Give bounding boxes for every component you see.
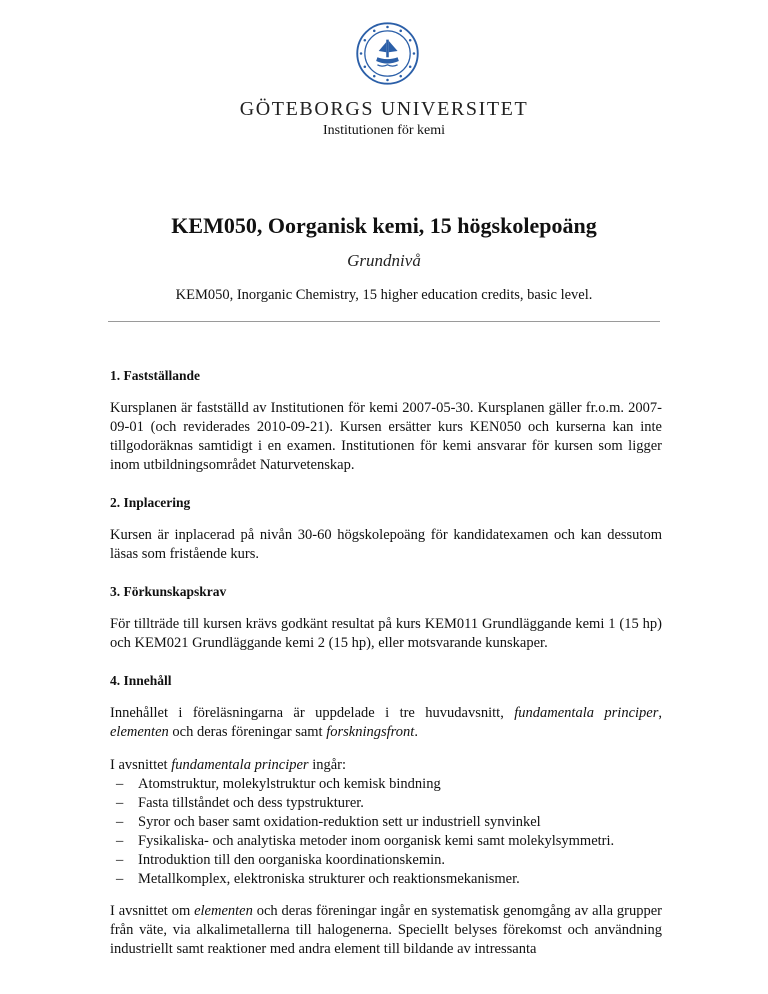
- course-level: Grundnivå: [347, 251, 421, 270]
- topic-list: [110, 775, 662, 889]
- list-item-text: Metallkomplex, elektroniska strukturer och reaktionsmekanismer.: [138, 871, 520, 887]
- emphasis: fundamentala principer: [514, 705, 659, 721]
- emphasis: elementen: [194, 903, 253, 919]
- list-intro: [110, 756, 662, 775]
- course-title: KEM050, Oorganisk kemi, 15 högskolepoäng: [171, 213, 597, 238]
- section-heading: 2. Inplacering: [110, 495, 191, 510]
- list-item: [116, 870, 662, 889]
- list-item-text: Fysikaliska- och analytiska metoder inom oorganisk kemi samt molekylsymmetri.: [138, 833, 615, 849]
- list-item: [116, 775, 662, 794]
- section-heading: 4. Innehåll: [110, 673, 172, 688]
- text-run: I avsnittet: [110, 757, 172, 773]
- section-text: [110, 902, 662, 959]
- text-run: .: [414, 724, 418, 740]
- section-heading: 3. Förkunskapskrav: [110, 584, 227, 599]
- text-run: och deras föreningar samt: [168, 724, 327, 740]
- document-body: [110, 366, 662, 973]
- list-item: [116, 851, 662, 870]
- list-item-text: Atomstruktur, molekylstruktur och kemisk bindning: [138, 776, 441, 792]
- section-text: Kursen är inplacerad på nivån 30-60 högskolepoäng för kandidatexamen och kan dessutom läsas som fristående kurs.: [110, 527, 662, 562]
- dash-bullet: –: [116, 814, 124, 830]
- list-item: [116, 794, 662, 813]
- dash-bullet: –: [116, 852, 124, 868]
- list-item: [116, 813, 662, 832]
- list-item-text: Fasta tillståndet och dess typstrukturer.: [138, 795, 364, 811]
- text-run: och deras föreningar ingår en systematisk genomgång av alla grupper från väte, via alkalimetallerna till halogenerna. Speciellt belyses förekomst och användning industriellt samt reaktioner med andra element till bildande av intressanta: [110, 903, 662, 957]
- dash-bullet: –: [116, 795, 124, 811]
- section-text: Kursplanen är fastställd av Institutionen för kemi 2007-05-30. Kursplanen gäller fr.o.m. 2007-09-01 (och reviderades 2010-09-21). Kursen ersätter kurs KEN050 och kurserna kan inte tillgodoräknas samtidigt i en examen. Institutionen för kemi ansvarar för kursen som ligger inom utbildningsområdet Naturvetenskap.: [110, 400, 662, 473]
- section-text: För tillträde till kursen krävs godkänt resultat på kurs KEM011 Grundläggande kemi 1 (15 hp) och KEM021 Grundläggande kemi 2 (15 hp), eller motsvarande kunskaper.: [110, 616, 662, 651]
- list-item-text: Syror och baser samt oxidation-reduktion sett ur industriell synvinkel: [138, 814, 541, 830]
- emphasis: fundamentala principer: [171, 757, 309, 773]
- dash-bullet: –: [116, 776, 124, 792]
- emphasis: forskningsfront: [326, 724, 415, 740]
- institution-name: Institutionen för kemi: [322, 123, 446, 138]
- section-text: [110, 704, 662, 742]
- university-seal-logo: [356, 22, 419, 85]
- section-heading: 1. Fastställande: [110, 368, 201, 383]
- divider: [108, 321, 660, 322]
- list-item-text: Introduktion till den oorganiska koordinationskemin.: [138, 852, 446, 868]
- list-item: [116, 832, 662, 851]
- text-run: I avsnittet om: [110, 903, 195, 919]
- course-english-title: KEM050, Inorganic Chemistry, 15 higher education credits, basic level.: [175, 287, 593, 303]
- dash-bullet: –: [116, 833, 124, 849]
- university-name: GÖTEBORGS UNIVERSITET: [239, 98, 529, 120]
- emphasis: elementen: [110, 724, 169, 740]
- text-run: ingår:: [308, 757, 347, 773]
- text-run: ,: [658, 705, 663, 721]
- text-run: Innehållet i föreläsningarna är uppdelade i tre huvudavsnitt,: [110, 705, 515, 721]
- dash-bullet: –: [116, 871, 124, 887]
